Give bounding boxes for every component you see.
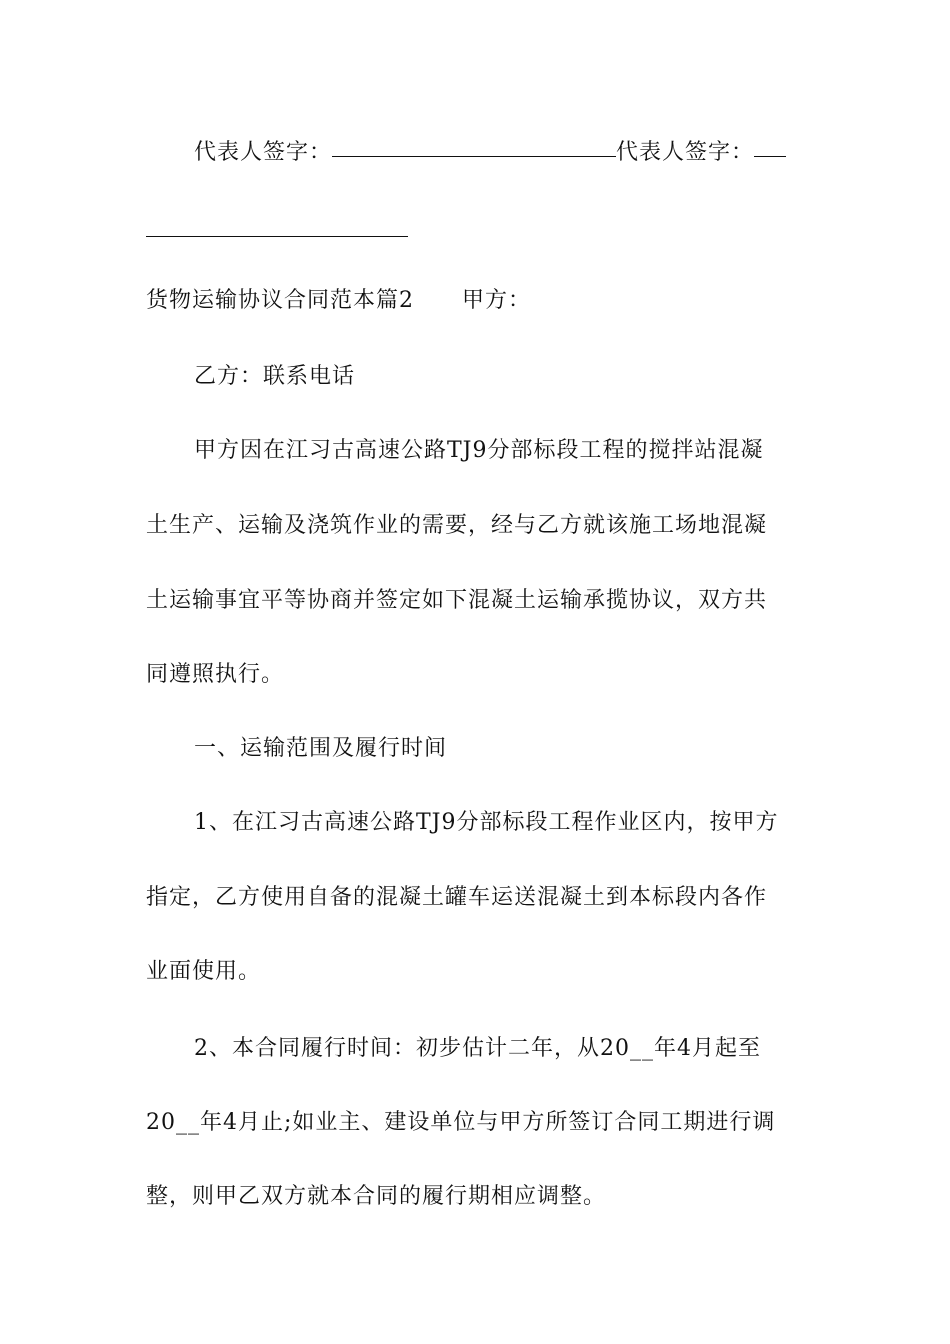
item1-line-1: 1、在江习古高速公路TJ9分部标段工程作业区内，按甲方	[194, 810, 779, 835]
party-b-line: 乙方：联系电话	[194, 364, 356, 389]
intro-line-1: 甲方因在江习古高速公路TJ9分部标段工程的搅拌站混凝	[194, 438, 764, 463]
item2-line-2: 20__年4月止;如业主、建设单位与甲方所签订合同工期进行调	[146, 1110, 776, 1135]
item1-line-3: 业面使用。	[146, 959, 262, 984]
signature-blank-continuation	[146, 236, 408, 237]
intro-line-2: 土生产、运输及浇筑作业的需要，经与乙方就该施工场地混凝	[146, 513, 768, 538]
section-title: 货物运输协议合同范本篇2	[146, 288, 414, 313]
signature-line	[194, 138, 810, 168]
signature-blank-a	[332, 155, 616, 157]
party-a-label: 甲方：	[462, 288, 532, 313]
intro-line-3: 土运输事宜平等协商并签定如下混凝土运输承揽协议，双方共	[146, 588, 768, 613]
clause-heading: 一、运输范围及履行时间	[194, 736, 448, 761]
signature-label-b: 代表人签字：	[616, 140, 755, 165]
item2-line-3: 整，则甲乙双方就本合同的履行期相应调整。	[146, 1184, 607, 1209]
signature-blank-b	[754, 155, 786, 157]
section-title-line	[146, 286, 810, 316]
item1-line-2: 指定，乙方使用自备的混凝土罐车运送混凝土到本标段内各作	[146, 885, 768, 910]
signature-label-a: 代表人签字：	[194, 140, 333, 165]
intro-line-4: 同遵照执行。	[146, 662, 285, 687]
item2-line-1: 2、本合同履行时间：初步估计二年，从20__年4月起至	[194, 1036, 761, 1061]
